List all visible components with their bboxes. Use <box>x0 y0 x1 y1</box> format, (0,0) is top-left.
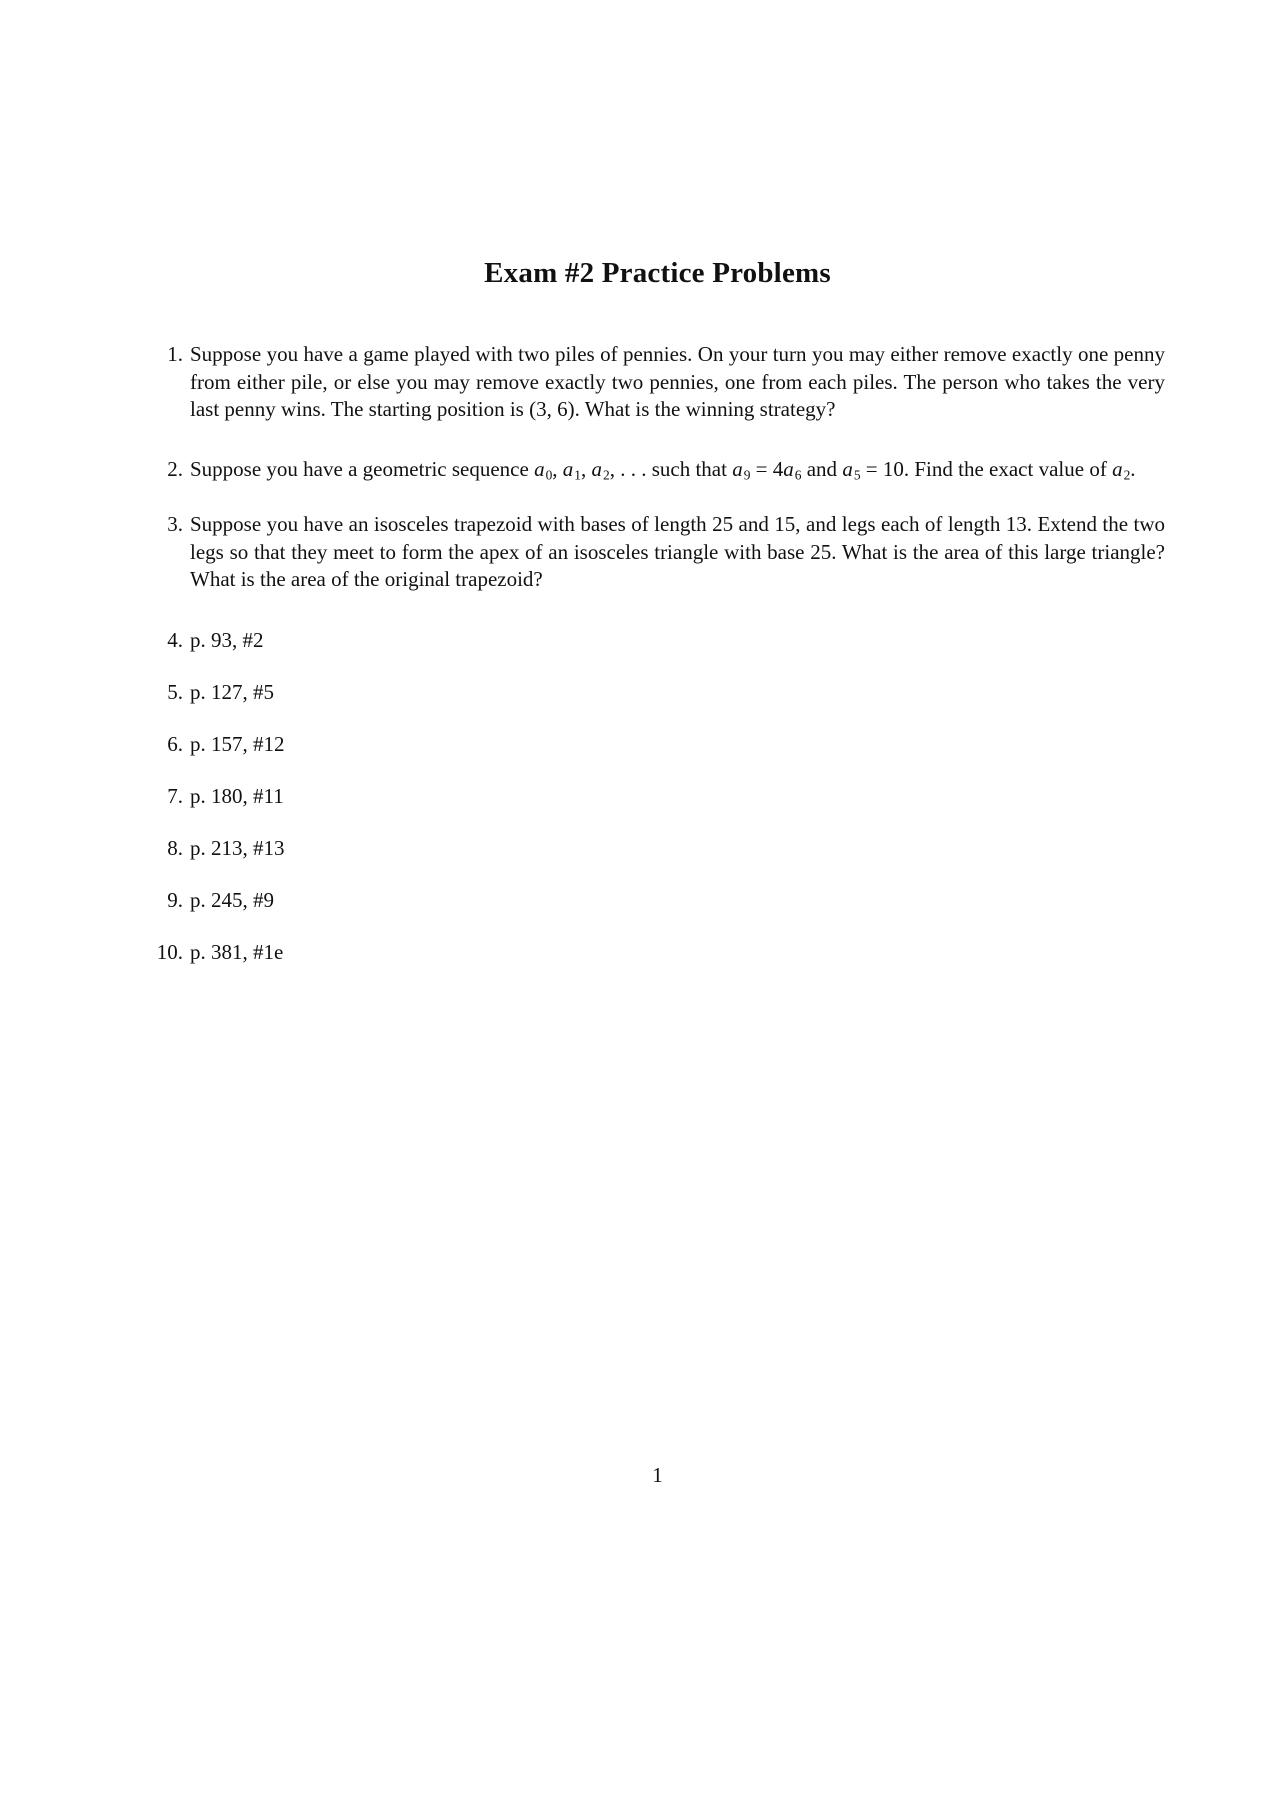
problem-number: 3. <box>167 512 183 536</box>
problem-item-10 <box>150 939 1165 967</box>
problem-text: Suppose you have a geometric sequence $a_0$, $a_1$, $a_2$, . . . such that $a_9 = 4a_6$ and $a_5 = 10$. Find the exact value of $a_2$. <box>190 456 1136 482</box>
page-title: Exam #2 Practice Problems <box>484 257 831 289</box>
problem-number: 6. <box>167 731 183 756</box>
problem-item-2 <box>150 456 1165 484</box>
problem-text: p. 245, #9 <box>190 887 274 912</box>
problem-item-4 <box>150 627 1165 655</box>
problem-text: p. 381, #1e <box>190 939 284 964</box>
problem-text: p. 157, #12 <box>190 731 285 756</box>
problem-text: p. 213, #13 <box>190 835 285 860</box>
problem-number: 5. <box>167 679 183 704</box>
problem-text: p. 180, #11 <box>190 783 284 808</box>
problem-number: 4. <box>167 627 183 652</box>
problem-text: p. 127, #5 <box>190 679 274 704</box>
problem-number: 8. <box>167 835 183 860</box>
problem-item-1 <box>150 341 1165 424</box>
page-number: 1 <box>652 1463 663 1487</box>
problem-text: p. 93, #2 <box>190 627 264 652</box>
text-column <box>150 0 1165 991</box>
problem-number: 9. <box>167 887 183 912</box>
problem-text: Suppose you have an isosceles trapezoid with bases of length 25 and 15, and legs each of length 13. Extend the two legs so that they meet to form the apex of an isosceles triangle with base 25. What is the area of this large triangle? What is the area of the original trapezoid? <box>190 512 1165 591</box>
problem-item-9 <box>150 887 1165 915</box>
problem-item-5 <box>150 679 1165 707</box>
problem-item-8 <box>150 835 1165 863</box>
problem-number: 7. <box>167 783 183 808</box>
problem-number: 1. <box>167 342 183 366</box>
problem-item-6 <box>150 731 1165 759</box>
problem-item-3 <box>150 511 1165 594</box>
problem-number: 2. <box>167 456 183 481</box>
problem-text: Suppose you have a game played with two piles of pennies. On your turn you may either remove exactly one penny from either pile, or else you may remove exactly two pennies, one from each piles. The person who takes the very last penny wins. The starting position is (3, 6). What is the winning strategy? <box>190 342 1165 421</box>
problem-number: 10. <box>156 939 183 964</box>
problem-item-7 <box>150 783 1165 811</box>
